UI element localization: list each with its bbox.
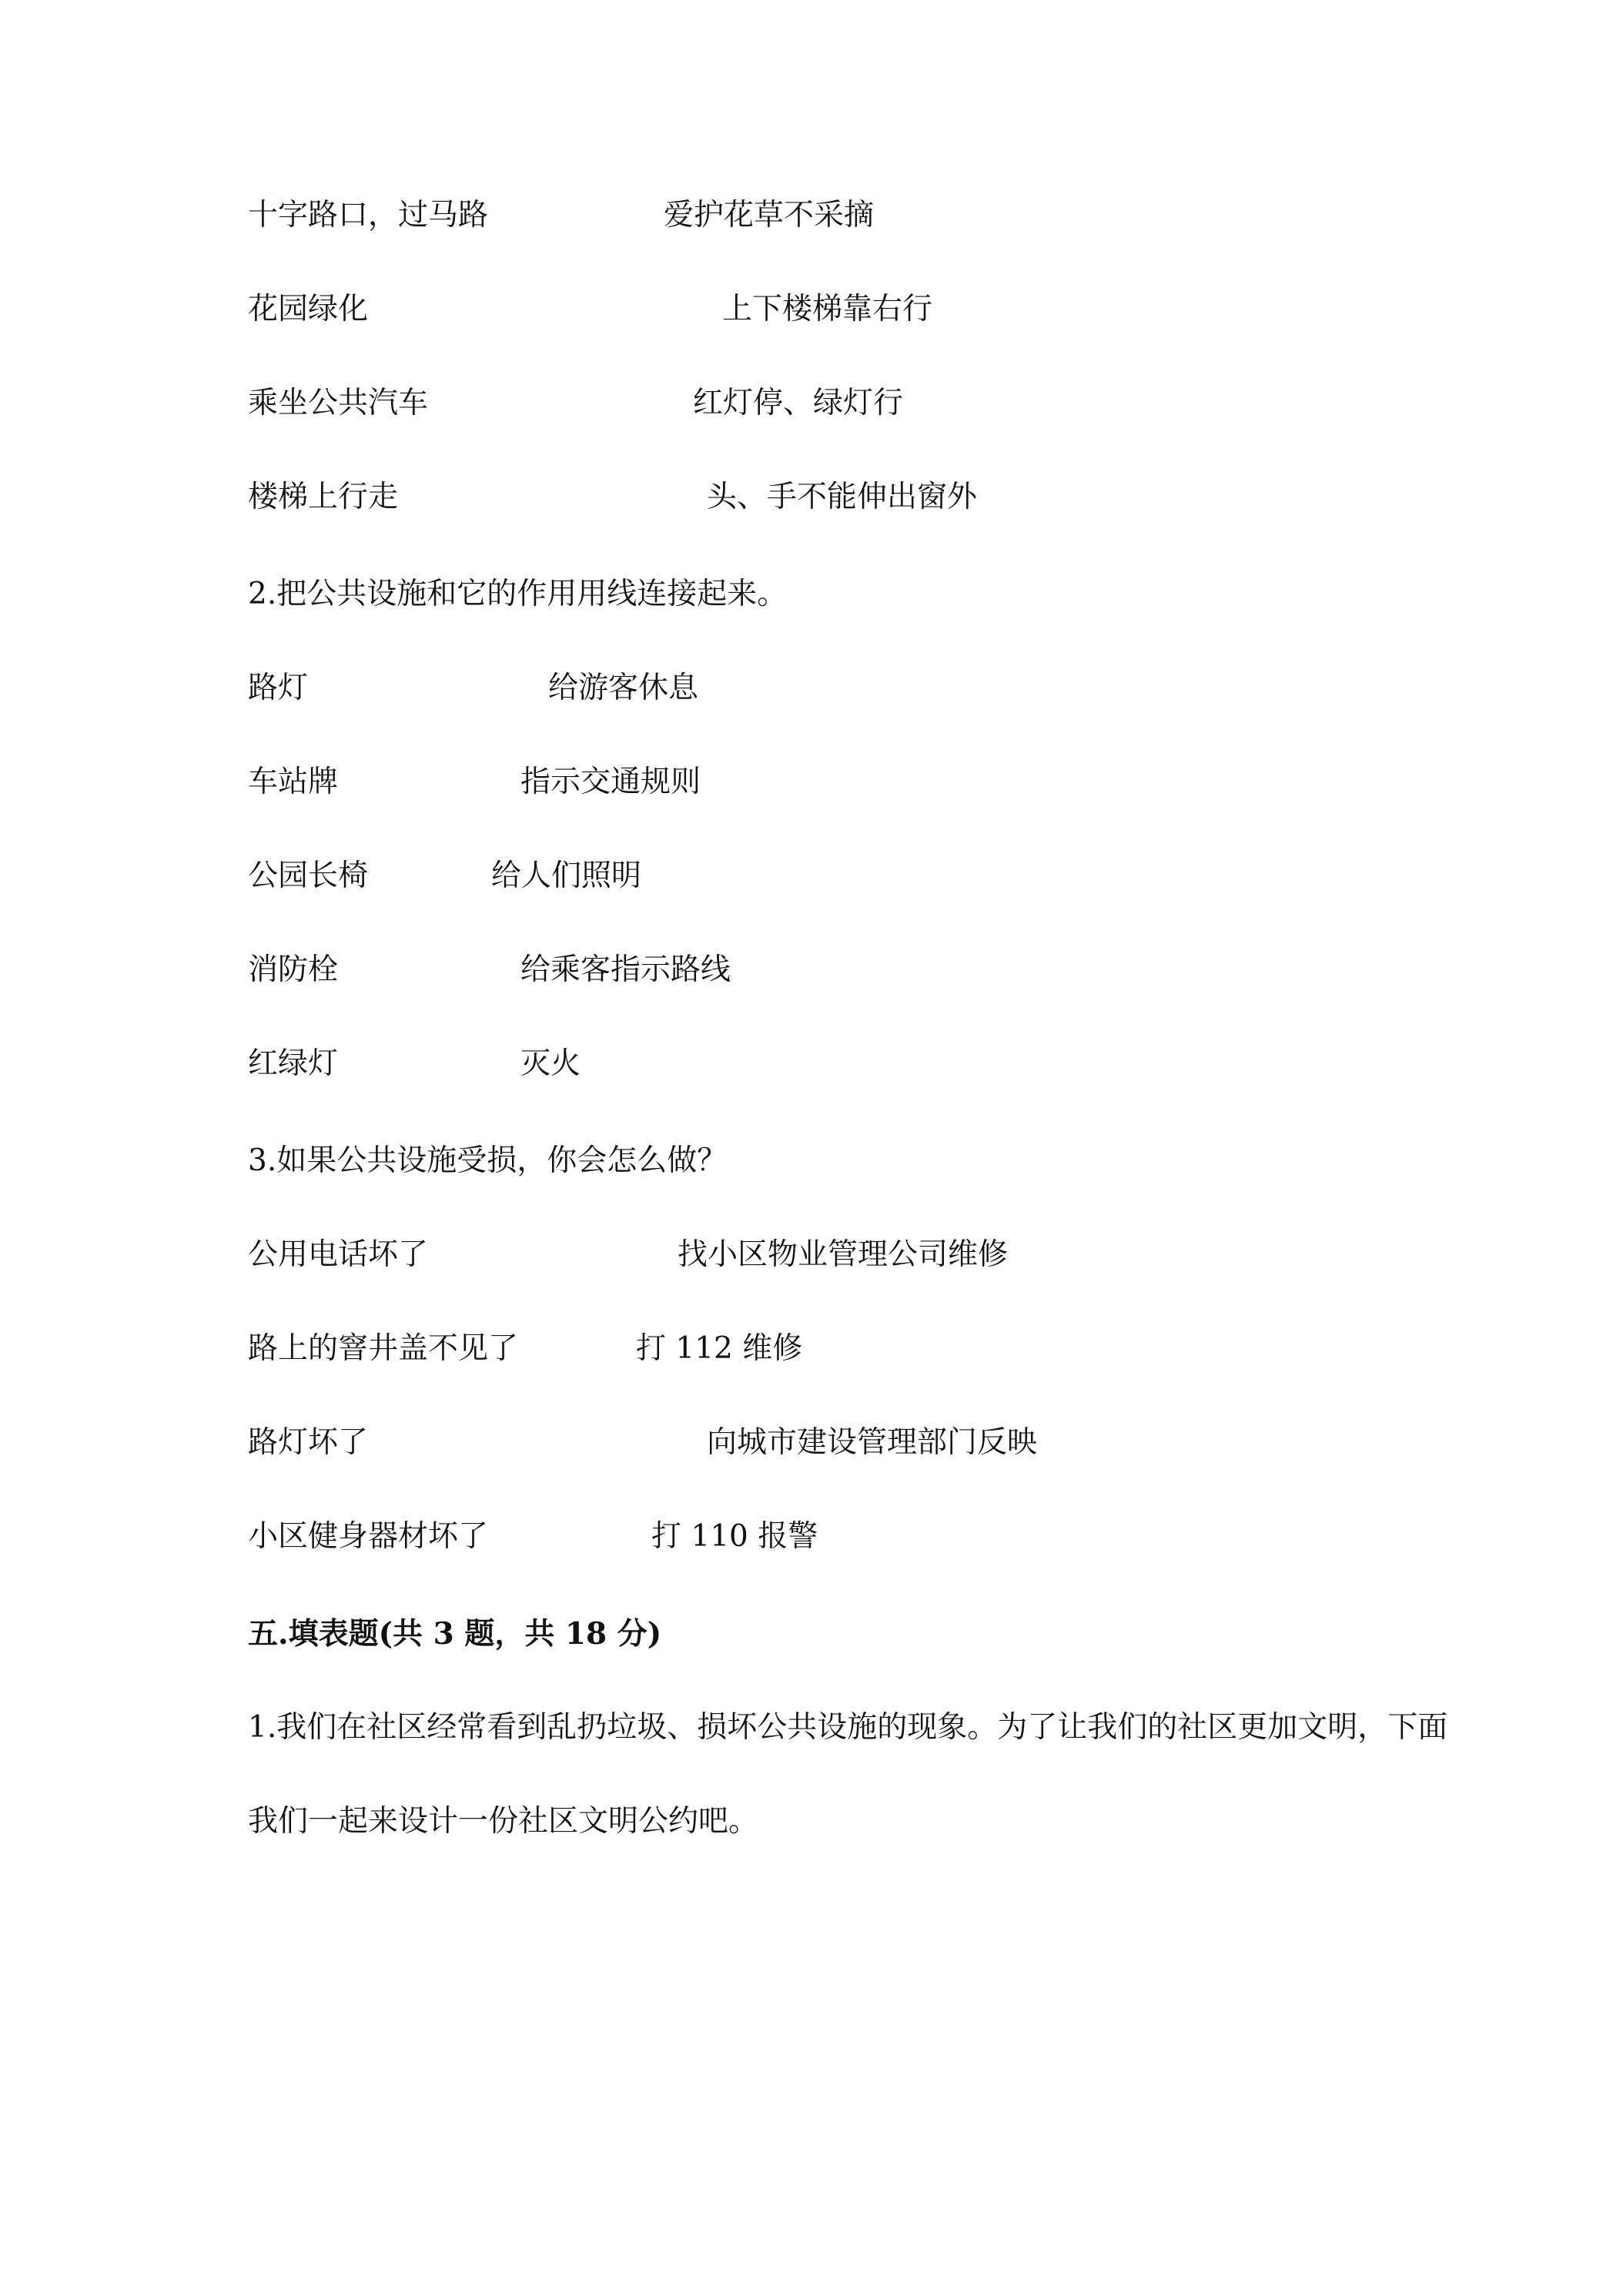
match-left: 车站牌	[248, 765, 339, 799]
question-text: 我们一起来设计一份社区文明公约吧。	[248, 1804, 759, 1839]
question-title: 3.如果公共设施受损，你会怎么做？	[248, 1143, 728, 1178]
match-left: 十字路口，过马路	[248, 198, 489, 233]
match-left: 乘坐公共汽车	[248, 386, 429, 420]
match-right: 上下楼梯靠右行	[722, 292, 933, 326]
match-left: 公园长椅	[248, 858, 369, 893]
match-left: 公用电话坏了	[248, 1237, 429, 1272]
match-right: 给游客休息	[548, 671, 699, 705]
match-left: 消防栓	[248, 952, 339, 987]
match-right: 给人们照明	[491, 858, 642, 893]
match-right: 灭火	[520, 1046, 581, 1081]
match-right: 红灯停、绿灯行	[693, 386, 904, 420]
match-right: 爱护花草不采摘	[664, 198, 875, 233]
match-right: 头、手不能伸出窗外	[707, 480, 978, 514]
match-right: 打 110 报警	[651, 1519, 818, 1554]
match-left: 小区健身器材坏了	[248, 1519, 489, 1554]
match-right: 指示交通规则	[520, 765, 701, 799]
match-left: 楼梯上行走	[248, 480, 399, 514]
match-right: 找小区物业管理公司维修	[678, 1237, 1009, 1272]
match-left: 路灯	[248, 671, 309, 705]
match-right: 向城市建设管理部门反映	[707, 1425, 1038, 1460]
question-title: 2.把公共设施和它的作用用线连接起来。	[248, 577, 788, 611]
question-text: 1.我们在社区经常看到乱扔垃圾、损坏公共设施的现象。为了让我们的社区更加文明，下面	[248, 1710, 1448, 1745]
match-left: 红绿灯	[248, 1046, 339, 1081]
match-left: 路灯坏了	[248, 1425, 369, 1460]
match-right: 给乘客指示路线	[520, 952, 731, 987]
match-left: 路上的窨井盖不见了	[248, 1331, 519, 1366]
match-left: 花园绿化	[248, 292, 369, 326]
section-heading: 五.填表题(共 3 题，共 18 分)	[248, 1616, 662, 1652]
match-right: 打 112 维修	[636, 1331, 803, 1366]
